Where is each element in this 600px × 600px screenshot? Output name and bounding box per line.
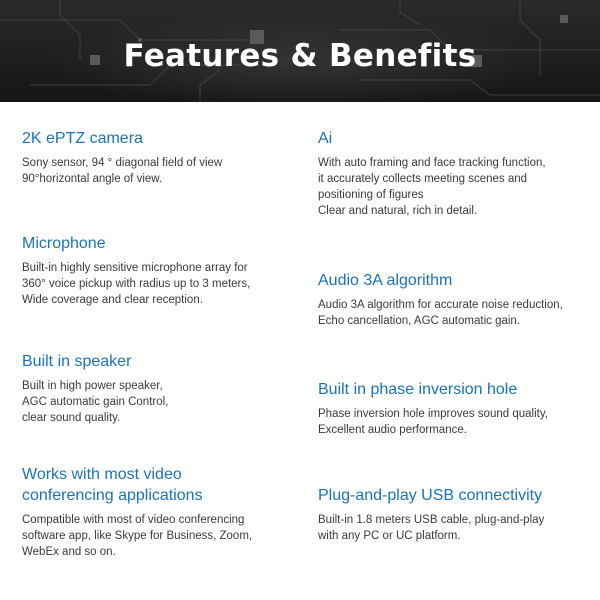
feature-ai (318, 128, 593, 219)
feature-conferencing-apps (22, 464, 302, 560)
header-banner (0, 0, 600, 102)
feature-title: Ai (318, 130, 333, 147)
feature-title: Built in speaker (22, 353, 132, 370)
feature-description: Compatible with most of video conferencing software app, like Skype for Business, Zoom, WebEx and so on. (22, 514, 253, 558)
feature-speaker (22, 351, 292, 426)
feature-microphone (22, 233, 292, 308)
feature-description: Built in high power speaker, AGC automatic gain Control, clear sound quality. (22, 380, 169, 424)
feature-title: Built in phase inversion hole (318, 381, 518, 398)
feature-description: Built-in 1.8 meters USB cable, plug-and-play with any PC or UC platform. (318, 514, 545, 542)
page-title: Features & Benefits (123, 38, 477, 74)
feature-description: Audio 3A algorithm for accurate noise reduction, Echo cancellation, AGC automatic gain. (318, 299, 563, 327)
feature-camera (22, 128, 292, 187)
feature-title: Microphone (22, 235, 106, 252)
feature-audio-3a (318, 270, 593, 329)
feature-title: Audio 3A algorithm (318, 272, 453, 289)
feature-description: With auto framing and face tracking function, it accurately collects meeting scenes and positioning of figures Clear and natural, rich in detail. (318, 157, 546, 217)
feature-phase-inversion (318, 379, 593, 438)
feature-title: Works with most video conferencing applications (22, 466, 203, 504)
feature-usb (318, 485, 593, 544)
feature-description: Phase inversion hole improves sound quality, Excellent audio performance. (318, 408, 548, 436)
feature-title: 2K ePTZ camera (22, 130, 143, 147)
feature-title: Plug-and-play USB connectivity (318, 487, 543, 504)
feature-description: Sony sensor, 94 ° diagonal field of view 90°horizontal angle of view. (22, 157, 223, 185)
feature-description: Built-in highly sensitive microphone array for 360° voice pickup with radius up to 3 meters, Wide coverage and clear reception. (22, 262, 251, 306)
